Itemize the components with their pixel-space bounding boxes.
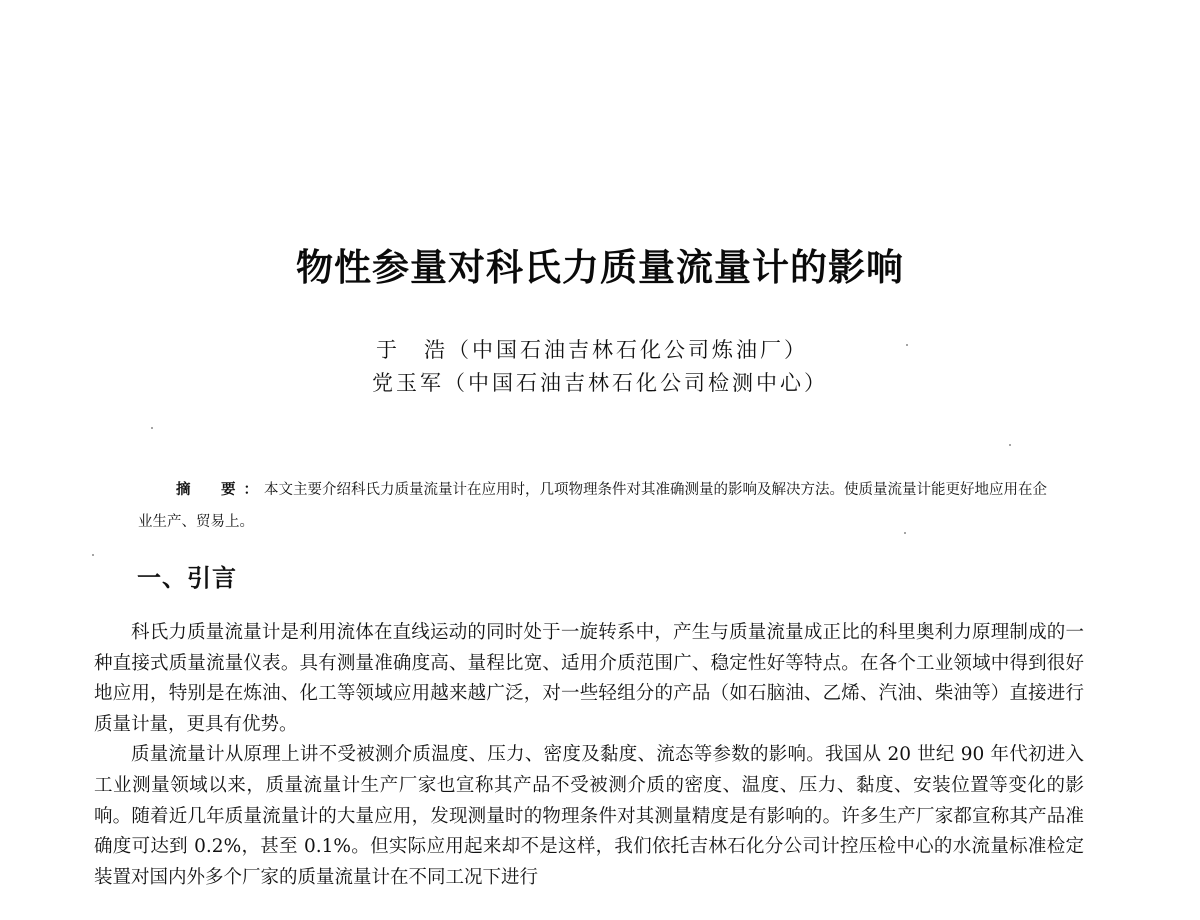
scan-speck: [151, 427, 153, 429]
section-heading-introduction: 一、引言: [137, 564, 237, 592]
abstract-text: 本文主要介绍科氏力质量流量计在应用时，几项物理条件对其准确测量的影响及解决方法。使质量流量计能更好地应用在企业生产、贸易上。: [138, 482, 1047, 530]
paragraph: 科氏力质量流量计是利用流体在直线运动的同时处于一旋转系中，产生与质量流量成正比的科里奥利力原理制成的一种直接式质量流量仪表。具有测量准确度高、量程比宽、适用介质范围广、稳定性好等特点。在各个工业领域中得到很好地应用，特别是在炼油、化工等领域应用越来越广泛，对一些轻组分的产品（如石脑油、乙烯、汽油、柴油等）直接进行质量计量，更具有优势。: [94, 622, 1084, 735]
author-line-2: 党玉军（中国石油吉林石化公司检测中心）: [372, 371, 828, 395]
scan-speck: [904, 532, 906, 534]
paper-title: 物性参量对科氏力质量流量计的影响: [296, 246, 904, 289]
scan-speck: [1009, 444, 1011, 446]
abstract-colon: ：: [243, 482, 258, 498]
paragraph: 质量流量计从原理上讲不受被测介质温度、压力、密度及黏度、流态等参数的影响。我国从 20 世纪 90 年代初进入工业测量领域以来，质量流量计生产厂家也宣称其产品不受被测介质的密度、温度、压力、黏度、安装位置等变化的影响。随着近几年质量流量计的大量应用，发现测量时的物理条件对其测量精度是有影响的。许多生产厂家都宣称其产品准确度可达到 0.2%，甚至 0.1%。但实际应用起来却不是这样，我们依托吉林石化分公司计控压检中心的水流量标准检定装置对国内外多个厂家的质量流量计在不同工况下进行: [94, 744, 1084, 888]
abstract: [138, 474, 1058, 538]
abstract-label: 摘 要: [176, 482, 244, 498]
body-text: [94, 618, 1084, 893]
scan-speck: [92, 554, 94, 556]
scan-speck: [906, 344, 908, 346]
author-line-1: 于 浩（中国石油吉林石化公司炼油厂）: [376, 338, 808, 362]
